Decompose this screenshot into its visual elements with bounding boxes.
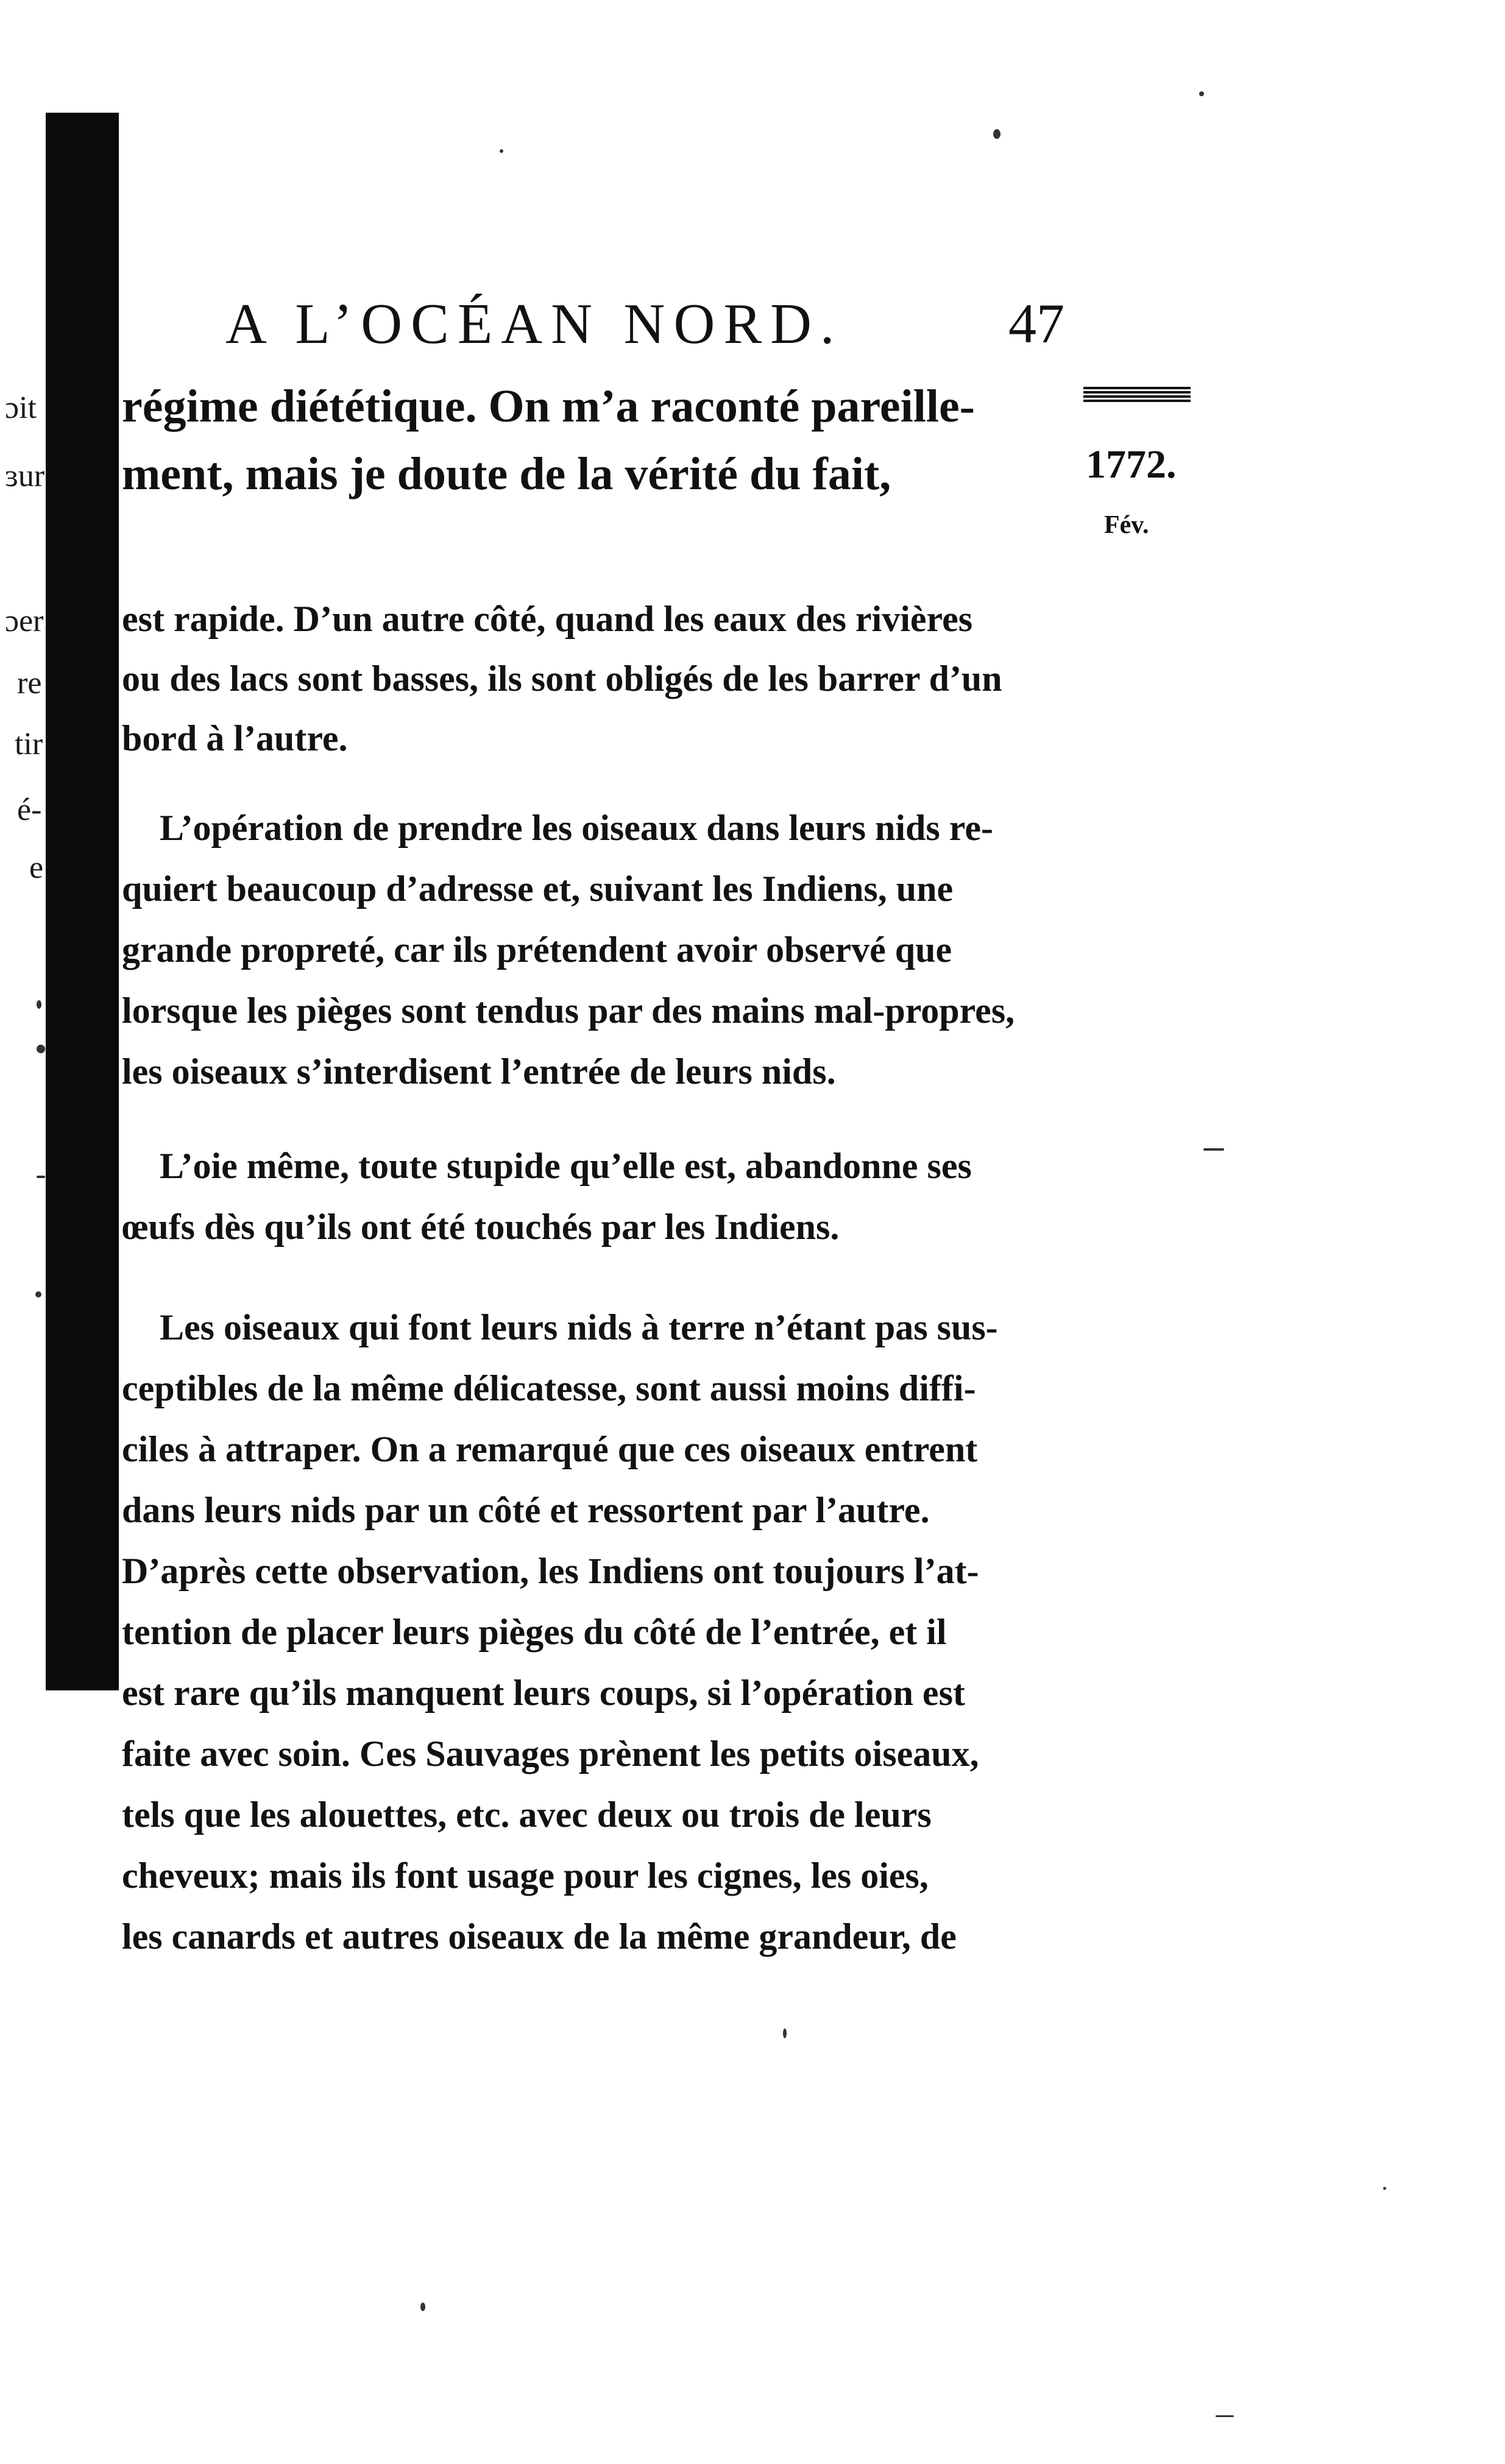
- margin-fragment: e: [29, 850, 44, 885]
- running-header: [225, 291, 1078, 358]
- scan-speck: [1199, 91, 1204, 96]
- scan-speck: [37, 1000, 41, 1009]
- scan-speck: [420, 2303, 425, 2311]
- side-note-year: 1772.: [1086, 442, 1177, 487]
- margin-fragment: re: [17, 666, 42, 701]
- body-line: dans leurs nids par un côté et ressortent par l’autre.: [122, 1490, 930, 1530]
- body-line: ciles à attraper. On a remarqué que ces oiseaux entrent: [122, 1429, 978, 1469]
- opening-line: ment, mais je doute de la vérité du fait,: [122, 448, 891, 500]
- body-line: les canards et autres oiseaux de la même grandeur, de: [122, 1916, 957, 1957]
- body-line: quiert beaucoup d’adresse et, suivant les Indiens, une: [122, 869, 954, 909]
- body-line: grande propreté, car ils prétendent avoir observé que: [122, 930, 952, 970]
- margin-fragment: ɜur: [5, 459, 45, 493]
- scan-speck: [783, 2028, 787, 2038]
- body-line: lorsque les pièges sont tendus par des mains mal-propres,: [122, 990, 1015, 1031]
- margin-fragment: ɔit: [5, 390, 37, 425]
- binding-shadow-bar: [46, 113, 119, 1690]
- body-line: tention de placer leurs pièges du côté de l’entrée, et il: [122, 1612, 947, 1652]
- body-line: les oiseaux s’interdisent l’entrée de leurs nids.: [122, 1051, 836, 1092]
- body-line: D’après cette observation, les Indiens ont toujours l’at-: [122, 1551, 979, 1591]
- side-note-rule: [1083, 387, 1191, 403]
- body-line: bord à l’autre.: [122, 718, 348, 758]
- scan-speck: [37, 1176, 45, 1178]
- scan-speck: [1216, 2415, 1234, 2417]
- scan-speck: [993, 129, 1000, 139]
- header-title: A L’OCÉAN NORD.: [225, 292, 843, 356]
- body-line: est rare qu’ils manquent leurs coups, si l’opération est: [122, 1673, 965, 1713]
- body-line: L’oie même, toute stupide qu’elle est, abandonne ses: [160, 1146, 972, 1186]
- scan-speck: [500, 149, 503, 153]
- body-line: ceptibles de la même délicatesse, sont aussi moins diffi-: [122, 1368, 976, 1408]
- page-number: 47: [1008, 292, 1064, 355]
- body-line: cheveux; mais ils font usage pour les cignes, les oies,: [122, 1855, 929, 1896]
- body-line: est rapide. D’un autre côté, quand les eaux des rivières: [122, 599, 973, 639]
- scan-speck: [37, 1045, 45, 1053]
- scan-speck: [1203, 1148, 1224, 1151]
- body-line: Les oiseaux qui font leurs nids à terre n’étant pas sus-: [160, 1307, 998, 1347]
- body-line: tels que les alouettes, etc. avec deux ou trois de leurs: [122, 1795, 932, 1835]
- side-note-month: Fév.: [1104, 511, 1149, 539]
- opening-line: régime diététique. On m’a raconté pareille-: [122, 381, 975, 432]
- margin-fragment: é-: [17, 793, 42, 827]
- scan-speck: [1383, 2187, 1386, 2190]
- margin-fragment: tir: [15, 727, 43, 761]
- body-line: œufs dès qu’ils ont été touchés par les Indiens.: [122, 1207, 840, 1247]
- body-line: faite avec soin. Ces Sauvages prènent les petits oiseaux,: [122, 1734, 979, 1774]
- margin-fragment: ɔer: [5, 604, 44, 638]
- body-line: L’opération de prendre les oiseaux dans leurs nids re-: [160, 808, 993, 848]
- body-line: ou des lacs sont basses, ils sont obligés de les barrer d’un: [122, 658, 1002, 699]
- scan-speck: [35, 1291, 41, 1297]
